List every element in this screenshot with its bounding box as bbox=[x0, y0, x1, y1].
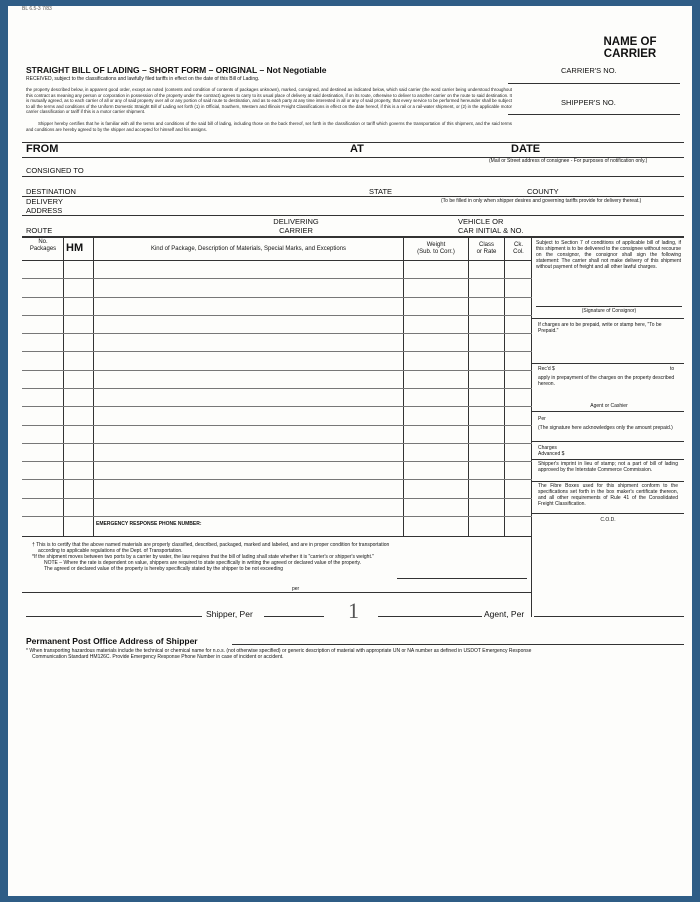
delivering-carrier-label: DELIVERING CARRIER bbox=[273, 217, 319, 235]
emergency-phone-label: EMERGENCY RESPONSE PHONE NUMBER: bbox=[96, 521, 202, 527]
fibre-boxes-text: The Fibre Boxes used for this shipment conform to the specifications set forth in the box maker's certificate thereon, and all other requirements of Rule 41 of the Consolidated Freight Classification. bbox=[538, 483, 678, 507]
form-code: BL 6.5-3 7/83 bbox=[22, 6, 52, 12]
section7-text: Subject to Section 7 of conditions of applicable bill of lading, if this shipment is to be delivered to the consignee without recourse on the consignor, the consignor shall sign the following statement: The carrier shall not make delivery of this shipment without payment of freight and all other lawful charges. bbox=[536, 240, 681, 270]
table-row[interactable] bbox=[22, 443, 532, 444]
mail-address-note: (Mail or Street address of consignee - For purposes of notification only.) bbox=[489, 158, 648, 164]
table-row[interactable] bbox=[22, 315, 532, 316]
carriers-no-label: CARRIER'S NO. bbox=[561, 66, 617, 75]
charges-advanced-label: Charges Advanced $ bbox=[538, 445, 565, 457]
table-row[interactable] bbox=[22, 425, 532, 426]
form-title: STRAIGHT BILL OF LADING – SHORT FORM – ORIGINAL – Not Negotiable bbox=[26, 65, 327, 75]
vehicle-label: VEHICLE OR CAR INITIAL & NO. bbox=[458, 217, 524, 235]
table-row[interactable] bbox=[22, 479, 532, 480]
route-label: ROUTE bbox=[26, 226, 53, 235]
to-label: to bbox=[670, 366, 675, 372]
col-ck-col: Ck. Col. bbox=[513, 242, 524, 255]
table-row[interactable] bbox=[22, 406, 532, 407]
delivery-address-label: DELIVERY ADDRESS bbox=[26, 197, 63, 215]
county-label: COUNTY bbox=[527, 187, 559, 196]
destination-label: DESTINATION bbox=[26, 187, 76, 196]
state-label: STATE bbox=[369, 187, 393, 196]
col-weight: Weight (Sub. to Corr.) bbox=[417, 242, 455, 255]
signature-ack-text: (The signature here acknowledges only the amount prepaid.) bbox=[538, 425, 673, 431]
hazmat-note: * When transporting hazardous materials include the technical or chemical name for n.o.s. (not otherwise specified) or generic description of material with appropriate UN or NA number as defined in USDOT Emergency Response Communication Standard HM126C. Provide Emergency Response Phone Number in case of incident or accident. bbox=[26, 648, 532, 660]
per-label: Per bbox=[538, 416, 546, 422]
shippers-no-label: SHIPPER'S NO. bbox=[561, 98, 616, 107]
permanent-address-label: Permanent Post Office Address of Shipper bbox=[26, 636, 198, 646]
table-row[interactable] bbox=[22, 333, 532, 334]
signature-consignor-label: (Signature of Consignor) bbox=[581, 308, 637, 314]
from-label: FROM bbox=[26, 143, 59, 155]
table-row[interactable] bbox=[22, 498, 532, 499]
prepayment-text: apply in prepayment of the charges on the property described hereon. bbox=[538, 375, 675, 387]
shipper-imprint-text: Shipper's imprint in lieu of stamp; not a part of bill of lading approved by the Interstate Commerce Commission. bbox=[538, 461, 678, 473]
table-row[interactable] bbox=[22, 370, 532, 371]
agent-per-label: Agent, Per bbox=[484, 609, 525, 619]
table-row[interactable] bbox=[22, 351, 532, 352]
table-row[interactable] bbox=[22, 516, 532, 517]
col-description: Kind of Package, Description of Materials, Special Marks, and Exceptions bbox=[150, 246, 347, 252]
table-row[interactable] bbox=[22, 278, 532, 279]
at-label: AT bbox=[350, 143, 364, 155]
cod-label: C.O.D. bbox=[600, 517, 616, 523]
shipper-per-label: Shipper, Per bbox=[206, 609, 253, 619]
agent-cashier-label: Agent or Cashier bbox=[590, 403, 628, 409]
received-line: RECEIVED, subject to the classifications and lawfully filed tariffs in effect on the date of this Bill of Lading. bbox=[26, 76, 260, 82]
table-row[interactable] bbox=[22, 297, 532, 298]
legal-paragraph-2: Shipper hereby certifies that he is familiar with all the terms and conditions of the said bill of lading, including those on the back thereof, set forth in the classification or tariff which governs the transportation of this shipment, and the said terms and conditions are hereby agreed to by the shipper and accepted for himself and his assigns. bbox=[26, 121, 512, 132]
table-row[interactable] bbox=[22, 388, 532, 389]
prepaid-instructions: If charges are to be prepaid, write or stamp here, "To be Prepaid." bbox=[538, 322, 662, 334]
certification-text: † This is to certify that the above named materials are properly classified, described, packaged, marked and labeled, and are in proper condition for transportation according to applicable regulations of the Dept. of Transportation. *If the shipment moves between two ports by a carrier by water, the law requires that the bill of lading shall state whether it is "carrier's or shipper's weight." NOTE – Where the rate is dependent on value, shippers are required to state specifically in writing the agreed or declared value of the property. The agreed or declared value of the property is hereby specifically stated by the shipper to be not exceeding bbox=[32, 542, 390, 572]
col-class-rate: Class or Rate bbox=[476, 242, 497, 255]
name-of-carrier-label: NAME OF CARRIER bbox=[603, 36, 657, 60]
table-row[interactable] bbox=[22, 461, 532, 462]
delivery-note: (To be filled in only when shipper desires and governing tariffs provide for delivery thereat.) bbox=[441, 198, 642, 204]
col-no-packages: No. Packages bbox=[29, 239, 57, 252]
page-number: 1 bbox=[348, 598, 359, 623]
recd-label: Rec'd $ bbox=[538, 366, 555, 372]
consigned-to-label: CONSIGNED TO bbox=[26, 166, 84, 175]
per-bottom-label: per bbox=[292, 586, 300, 592]
bill-of-lading-page bbox=[8, 6, 692, 896]
date-label: DATE bbox=[511, 143, 541, 155]
legal-paragraph-1: the property described below, in apparent good order, except as noted (contents and condition of contents of packages unknown), marked, consigned, and destined as indicated below, which said carrier (the word carrier being understood throughout this contract as meaning any person or corporation in possession of the property under the contract) agrees to carry to its usual place of delivery at said destination, if on its route, otherwise to deliver to another carrier on the route to said destination. It is mutually agreed, as to each carrier of all or any of said property over all or any portion of said route to destination, and as to each party at any time interested in all or any of said property, that every service to be performed hereunder shall be subject to all the terms and conditions of the Uniform Domestic Straight Bill of Lading set forth (1) in Official, Southern, Western and Illinois Freight Classifications in effect on the date hereof, if this is a rail or a rail-water shipment, or (2) in the applicable motor carrier classification or tariff if this is a motor carrier shipment. bbox=[26, 87, 512, 115]
col-hm: HM bbox=[66, 242, 84, 254]
